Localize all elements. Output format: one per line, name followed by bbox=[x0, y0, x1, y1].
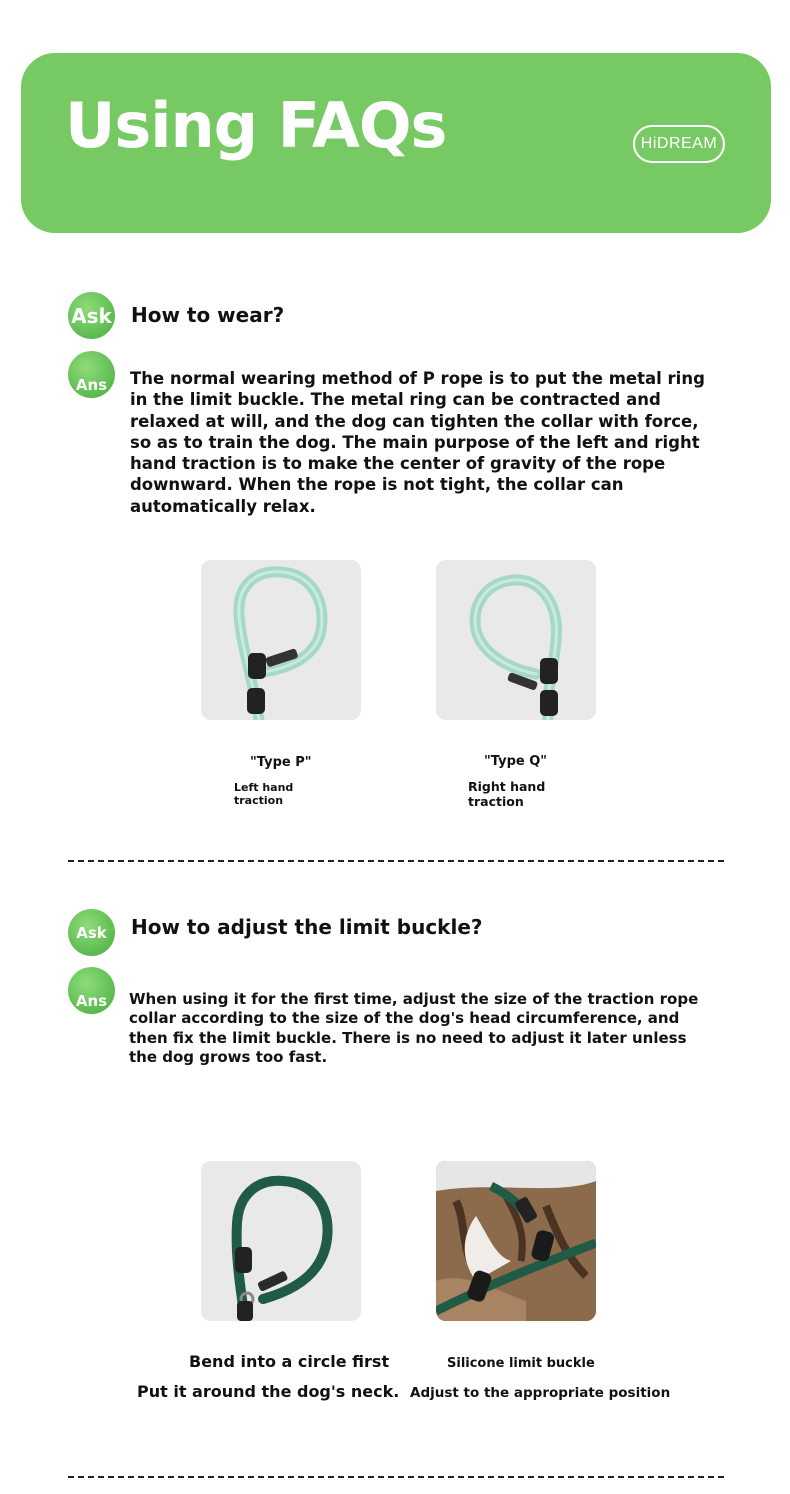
section-divider bbox=[68, 860, 724, 862]
faq-answer: When using it for the first time, adjust the size of the traction rope collar according to the size of the dog's head circumference, and then fix the limit buckle. There is no need to adjust it later unless the dog grows too fast. bbox=[129, 990, 699, 1066]
type-q-caption-line2: traction bbox=[468, 794, 524, 809]
faq-answer: The normal wearing method of P rope is to put the metal ring in the limit buckle. The metal ring can be contracted and relaxed at will, and the dog can tighten the collar with force, so as to train the dog. The main purpose of the left and right hand traction is to make the center of gravity of the rope downward. When the rope is not tight, the collar can automatically relax. bbox=[130, 369, 705, 516]
type-q-title: "Type Q" bbox=[484, 754, 548, 769]
ask-badge: Ask bbox=[68, 292, 115, 339]
ans-badge: Ans bbox=[68, 351, 115, 398]
type-p-photo bbox=[201, 560, 361, 720]
ask-badge: Ask bbox=[68, 909, 115, 956]
page-title: Using FAQs bbox=[65, 89, 447, 162]
faq-question: How to wear? bbox=[131, 303, 285, 327]
green-rope-photo bbox=[201, 1161, 361, 1321]
dog-buckle-caption-2: Adjust to the appropriate position bbox=[410, 1385, 671, 1401]
dog-buckle-photo bbox=[436, 1161, 596, 1321]
section-divider-bottom bbox=[68, 1476, 724, 1478]
type-p-title: "Type P" bbox=[250, 755, 312, 770]
type-p-caption-line2: traction bbox=[234, 794, 284, 807]
type-q-caption-line1: Right hand bbox=[468, 779, 546, 794]
faq-question: How to adjust the limit buckle? bbox=[131, 915, 483, 939]
ans-badge: Ans bbox=[68, 967, 115, 1014]
type-p-caption bbox=[234, 781, 293, 807]
type-q-photo bbox=[436, 560, 596, 720]
green-rope-caption-2: Put it around the dog's neck. bbox=[137, 1382, 400, 1401]
dog-buckle-caption-1: Silicone limit buckle bbox=[447, 1356, 595, 1371]
type-p-caption-line1: Left hand bbox=[234, 781, 294, 794]
type-q-caption bbox=[468, 779, 545, 809]
header-banner bbox=[21, 53, 771, 233]
brand-logo: HiDREAM bbox=[633, 125, 725, 163]
green-rope-caption-1: Bend into a circle first bbox=[189, 1352, 390, 1371]
